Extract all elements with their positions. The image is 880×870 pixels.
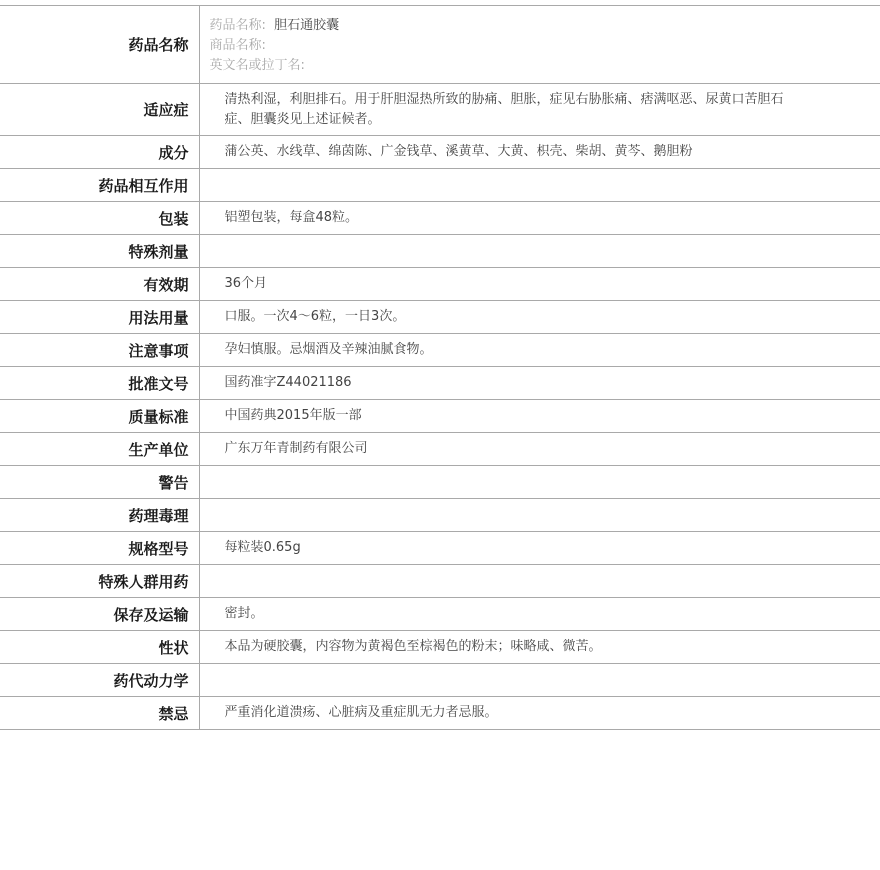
row-label: 保存及运输 bbox=[0, 598, 199, 631]
row-label: 药理毒理 bbox=[0, 499, 199, 532]
table-row bbox=[0, 697, 880, 730]
row-value-text: 孕妇慎服。忌烟酒及辛辣油腻食物。 bbox=[224, 342, 433, 357]
row-value bbox=[199, 202, 880, 235]
row-label: 成分 bbox=[0, 136, 199, 169]
row-label: 有效期 bbox=[0, 268, 199, 301]
generic-name-key: 药品名称: bbox=[209, 18, 266, 33]
row-value bbox=[199, 664, 880, 697]
generic-name-value: 胆石通胶囊 bbox=[274, 18, 340, 33]
table-row bbox=[0, 202, 880, 235]
row-value bbox=[199, 84, 880, 136]
row-label: 药代动力学 bbox=[0, 664, 199, 697]
row-value bbox=[199, 631, 880, 664]
table-row bbox=[0, 532, 880, 565]
row-value-text: 清热利湿，利胆排石。用于肝胆湿热所致的胁痛、胆胀，症见右胁胀痛、痞满呕恶、尿黄口苦胆石症、胆囊炎见上述证候者。 bbox=[224, 91, 784, 127]
table-row bbox=[0, 631, 880, 664]
table-row bbox=[0, 466, 880, 499]
row-value bbox=[199, 433, 880, 466]
table-row bbox=[0, 664, 880, 697]
row-value bbox=[199, 169, 880, 202]
row-value bbox=[199, 136, 880, 169]
drug-info-table bbox=[0, 5, 880, 730]
table-row bbox=[0, 136, 880, 169]
row-value bbox=[199, 466, 880, 499]
row-value bbox=[199, 268, 880, 301]
table-row bbox=[0, 84, 880, 136]
row-label: 禁忌 bbox=[0, 697, 199, 730]
row-value-text: 每粒装0.65g bbox=[224, 540, 301, 555]
table-row bbox=[0, 565, 880, 598]
table-row bbox=[0, 268, 880, 301]
row-value-text: 36个月 bbox=[224, 276, 268, 291]
table-row bbox=[0, 334, 880, 367]
drug-info-body bbox=[0, 6, 880, 730]
row-value bbox=[199, 6, 880, 84]
table-row bbox=[0, 169, 880, 202]
table-row bbox=[0, 499, 880, 532]
row-label: 警告 bbox=[0, 466, 199, 499]
row-value-text: 中国药典2015年版一部 bbox=[224, 408, 362, 423]
row-value bbox=[199, 499, 880, 532]
row-value-text: 本品为硬胶囊，内容物为黄褐色至棕褐色的粉末；味略咸、微苦。 bbox=[224, 639, 602, 654]
row-label: 药品名称 bbox=[0, 6, 199, 84]
row-label: 药品相互作用 bbox=[0, 169, 199, 202]
row-label: 适应症 bbox=[0, 84, 199, 136]
table-row bbox=[0, 433, 880, 466]
row-value-text: 蒲公英、水线草、绵茵陈、广金钱草、溪黄草、大黄、枳壳、柴胡、黄芩、鹅胆粉 bbox=[224, 144, 693, 159]
row-value bbox=[199, 532, 880, 565]
table-row-drug-name bbox=[0, 6, 880, 84]
row-value-text: 广东万年青制药有限公司 bbox=[224, 441, 368, 456]
row-value bbox=[199, 334, 880, 367]
row-label: 特殊剂量 bbox=[0, 235, 199, 268]
row-value-text: 铝塑包装，每盒48粒。 bbox=[224, 210, 359, 225]
row-label: 包装 bbox=[0, 202, 199, 235]
table-row bbox=[0, 400, 880, 433]
row-value-text: 严重消化道溃疡、心脏病及重症肌无力者忌服。 bbox=[224, 705, 498, 720]
table-row bbox=[0, 367, 880, 400]
row-value bbox=[199, 598, 880, 631]
latin-name-line bbox=[210, 56, 880, 76]
table-row bbox=[0, 235, 880, 268]
row-value-text: 口服。一次4～6粒，一日3次。 bbox=[224, 309, 406, 324]
row-value bbox=[199, 301, 880, 334]
trade-name-line bbox=[210, 36, 880, 56]
row-value bbox=[199, 367, 880, 400]
latin-name-key: 英文名或拉丁名: bbox=[209, 58, 305, 73]
row-value-text: 国药准字Z44021186 bbox=[224, 375, 352, 390]
row-value bbox=[199, 400, 880, 433]
table-row bbox=[0, 301, 880, 334]
row-label: 生产单位 bbox=[0, 433, 199, 466]
row-value bbox=[199, 235, 880, 268]
row-label: 注意事项 bbox=[0, 334, 199, 367]
table-row bbox=[0, 598, 880, 631]
row-value-text: 密封。 bbox=[224, 606, 264, 621]
row-label: 用法用量 bbox=[0, 301, 199, 334]
trade-name-key: 商品名称: bbox=[209, 38, 266, 53]
row-label: 批准文号 bbox=[0, 367, 199, 400]
row-value bbox=[199, 697, 880, 730]
row-label: 规格型号 bbox=[0, 532, 199, 565]
row-label: 特殊人群用药 bbox=[0, 565, 199, 598]
row-label: 质量标准 bbox=[0, 400, 199, 433]
row-label: 性状 bbox=[0, 631, 199, 664]
generic-name-line bbox=[210, 16, 880, 36]
row-value bbox=[199, 565, 880, 598]
